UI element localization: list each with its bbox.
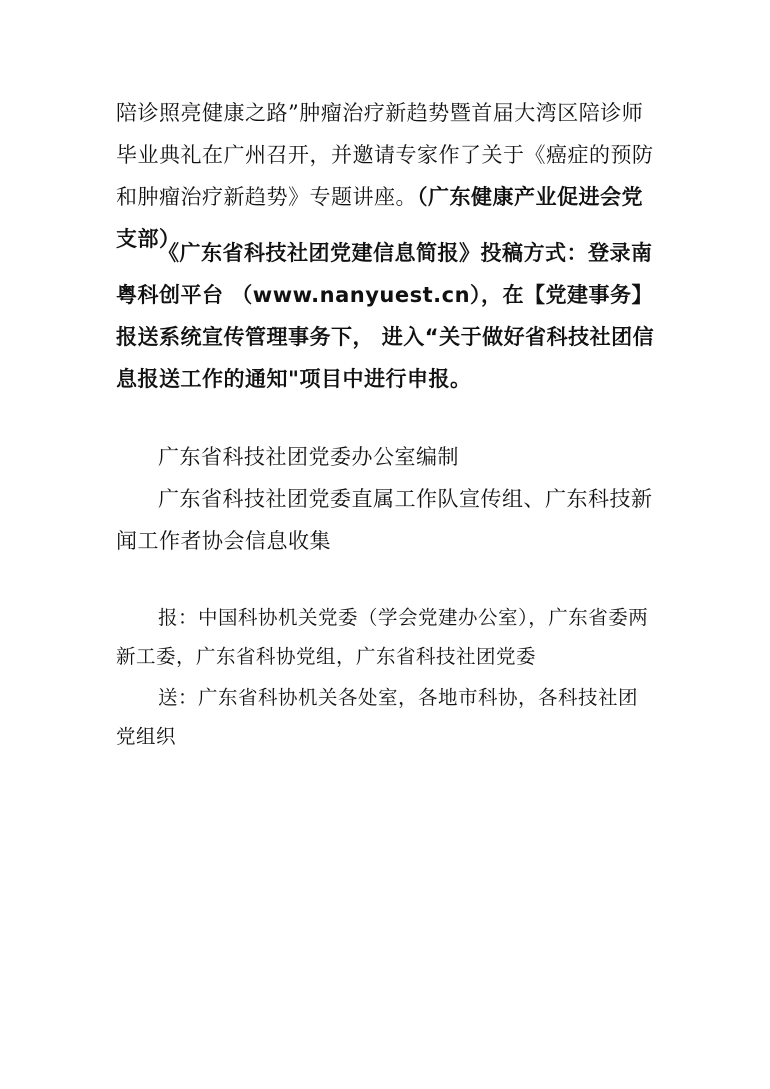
send-to: 送：广东省科协机关各处室，各地市科协，各科技社团党组织 xyxy=(116,686,639,748)
submission-body-2: 报送系统宣传管理事务下， 进入“关于做好省科技社团信息报送工作的通知"项目中进行申报。 xyxy=(116,325,655,391)
submission-body-1: 登录南粤科创平台 （www.nanyuest.cn），在 xyxy=(116,241,653,307)
submission-highlight: 【党建事务】 xyxy=(524,283,654,307)
report-to: 报：中国科协机关党委（学会党建办公室），广东省委两新工委，广东省科协党组，广东省科技社团党委 xyxy=(116,606,649,668)
news-text: 陪诊照亮健康之路”肿瘤治疗新趋势暨首届大湾区陪诊师毕业典礼在广州召开，并邀请专家作了关于《癌症的预防和肿瘤治疗新趋势》专题讲座。 xyxy=(116,101,654,209)
compiled-by: 广东省科技社团党委办公室编制 xyxy=(158,445,459,469)
submission-paragraph xyxy=(116,232,656,400)
submission-lead: 《广东省科技社团党建信息简报》投稿方式： xyxy=(158,241,588,265)
news-source: （广东健康产业促进会党支部） xyxy=(116,185,643,251)
collected-by: 广东省科技社团党委直属工作队宣传组、广东科技新闻工作者协会信息收集 xyxy=(116,487,653,553)
